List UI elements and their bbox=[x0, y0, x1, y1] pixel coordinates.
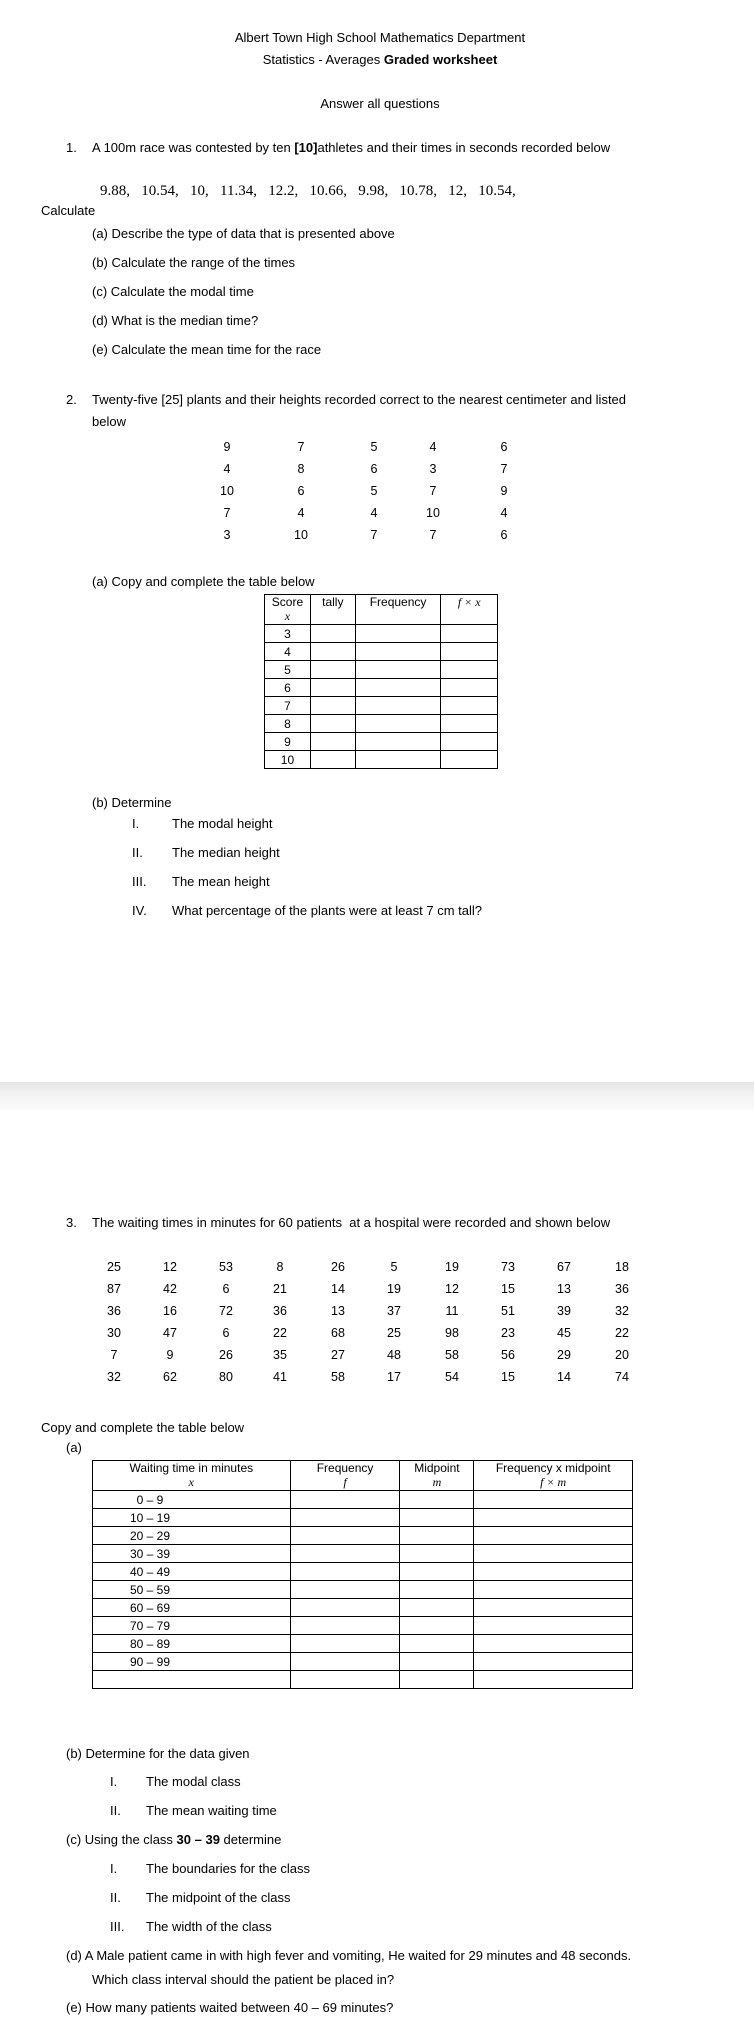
q2-fx-cell bbox=[441, 715, 498, 733]
q2-height-value: 4 bbox=[429, 440, 437, 454]
q2-tally-cell bbox=[310, 751, 355, 769]
q3-header-fm bbox=[474, 1461, 633, 1491]
q3-waiting-value: 25 bbox=[107, 1260, 121, 1274]
q3-frequency-cell bbox=[290, 1491, 400, 1509]
q3-midpoint-cell bbox=[400, 1599, 474, 1617]
q2-frequency-cell bbox=[355, 715, 441, 733]
q3-waiting-value: 42 bbox=[163, 1282, 177, 1296]
q3-waiting-value: 73 bbox=[501, 1260, 515, 1274]
q3-fm-cell bbox=[474, 1509, 633, 1527]
q3-waiting-value: 8 bbox=[276, 1260, 284, 1274]
q3-frequency-cell bbox=[290, 1671, 400, 1689]
q3-waiting-value: 30 bbox=[107, 1326, 121, 1340]
q2-fx-cell bbox=[441, 661, 498, 679]
q2-tally-cell bbox=[310, 733, 355, 751]
q3-waiting-value: 22 bbox=[273, 1326, 287, 1340]
q3-waiting-value: 13 bbox=[557, 1282, 571, 1296]
q2-height-value: 10 bbox=[220, 484, 234, 498]
q3-c-text: The boundaries for the class bbox=[146, 1861, 311, 1876]
q3-header-frequency-label: Frequency bbox=[316, 1461, 374, 1475]
q2-frequency-cell bbox=[355, 733, 441, 751]
q3-waiting-value: 80 bbox=[219, 1370, 233, 1384]
q3-part-e: (e) How many patients waited between 40 – 69 minutes? bbox=[66, 2000, 394, 2015]
q2-score-cell: 5 bbox=[265, 661, 311, 679]
q3-b-text: The mean waiting time bbox=[146, 1803, 277, 1818]
q3-waiting-value: 27 bbox=[331, 1348, 345, 1362]
q3-fm-cell bbox=[474, 1635, 633, 1653]
q3-waiting-value: 12 bbox=[445, 1282, 459, 1296]
q3-midpoint-cell bbox=[400, 1653, 474, 1671]
q3-part-c-class: 30 – 39 bbox=[176, 1832, 220, 1847]
q3-part-c bbox=[66, 1832, 281, 1847]
q2-height-value: 7 bbox=[429, 484, 437, 498]
table-row bbox=[265, 751, 498, 769]
q2-score-cell: 4 bbox=[265, 643, 311, 661]
q3-frequency-cell bbox=[290, 1563, 400, 1581]
q3-midpoint-cell bbox=[400, 1491, 474, 1509]
q3-part-c-end: determine bbox=[219, 1832, 282, 1847]
table-row bbox=[265, 661, 498, 679]
q3-waiting-value: 16 bbox=[163, 1304, 177, 1318]
q3-waiting-value: 22 bbox=[615, 1326, 629, 1340]
q3-fm-cell bbox=[474, 1599, 633, 1617]
q1-intro bbox=[92, 140, 610, 155]
q2-score-cell: 7 bbox=[265, 697, 311, 715]
q2-height-value: 9 bbox=[223, 440, 231, 454]
q3-class-label: 10 – 19 bbox=[129, 1510, 171, 1525]
q2-part-b: (b) Determine bbox=[92, 795, 172, 810]
q3-class-cell bbox=[93, 1509, 291, 1527]
q3-b-numeral: II. bbox=[110, 1803, 121, 1818]
table-row bbox=[265, 733, 498, 751]
q3-class-cell bbox=[93, 1563, 291, 1581]
q2-frequency-cell bbox=[355, 697, 441, 715]
q3-class-label: 70 – 79 bbox=[129, 1618, 171, 1633]
q3-waiting-value: 5 bbox=[390, 1260, 398, 1274]
q3-class-cell bbox=[93, 1599, 291, 1617]
q3-waiting-value: 35 bbox=[273, 1348, 287, 1362]
q3-waiting-value: 11 bbox=[445, 1304, 459, 1318]
q2-height-value: 4 bbox=[370, 506, 378, 520]
q2-intro-line2: below bbox=[92, 414, 126, 429]
q3-class-cell bbox=[93, 1527, 291, 1545]
q3-fm-cell bbox=[474, 1545, 633, 1563]
q3-header-waiting bbox=[93, 1461, 291, 1491]
q3-fm-cell bbox=[474, 1491, 633, 1509]
q3-fm-cell bbox=[474, 1617, 633, 1635]
q3-waiting-value: 37 bbox=[387, 1304, 401, 1318]
q3-waiting-value: 32 bbox=[107, 1370, 121, 1384]
q3-header-frequency-symbol: f bbox=[343, 1475, 347, 1489]
q3-b-numeral: I. bbox=[110, 1774, 118, 1789]
q3-class-label: 80 – 89 bbox=[129, 1636, 171, 1651]
page-separator bbox=[0, 1082, 754, 1110]
q2-height-value: 5 bbox=[370, 484, 378, 498]
table-row bbox=[265, 643, 498, 661]
table-row bbox=[93, 1617, 633, 1635]
q3-header-midpoint-label: Midpoint bbox=[414, 1461, 460, 1475]
q2-frequency-cell bbox=[355, 751, 441, 769]
q2-header-score-label: Score bbox=[271, 595, 304, 609]
q3-header-midpoint bbox=[400, 1461, 474, 1491]
q3-waiting-value: 98 bbox=[445, 1326, 459, 1340]
q2-score-cell: 3 bbox=[265, 625, 311, 643]
q3-frequency-cell bbox=[290, 1581, 400, 1599]
q3-waiting-value: 58 bbox=[331, 1370, 345, 1384]
q2-height-value: 3 bbox=[223, 528, 231, 542]
table-row bbox=[93, 1653, 633, 1671]
q2-subitem-numeral: IV. bbox=[132, 903, 147, 918]
q2-fx-cell bbox=[441, 751, 498, 769]
q1-part-a: (a) Describe the type of data that is presented above bbox=[92, 226, 395, 241]
q3-waiting-value: 51 bbox=[501, 1304, 515, 1318]
q3-waiting-value: 56 bbox=[501, 1348, 515, 1362]
q2-fx-cell bbox=[441, 625, 498, 643]
q2-fx-cell bbox=[441, 733, 498, 751]
q2-score-cell: 9 bbox=[265, 733, 311, 751]
worksheet-page-2 bbox=[0, 1110, 754, 2034]
q3-waiting-value: 6 bbox=[222, 1282, 230, 1296]
q3-waiting-value: 87 bbox=[107, 1282, 121, 1296]
q2-tally-cell bbox=[310, 625, 355, 643]
q3-class-cell bbox=[93, 1581, 291, 1599]
q3-part-c-plain: (c) Using the class bbox=[66, 1832, 177, 1847]
q2-subitem-text: The mean height bbox=[172, 874, 270, 889]
q1-part-e: (e) Calculate the mean time for the race bbox=[92, 342, 322, 357]
q2-height-value: 7 bbox=[370, 528, 378, 542]
q3-part-d-line2: Which class interval should the patient be placed in? bbox=[92, 1972, 395, 1987]
q3-frequency-cell bbox=[290, 1509, 400, 1527]
q2-score-cell: 8 bbox=[265, 715, 311, 733]
q3-class-cell bbox=[93, 1617, 291, 1635]
q1-part-d: (d) What is the median time? bbox=[92, 313, 259, 328]
q2-height-value: 6 bbox=[297, 484, 305, 498]
q2-height-value: 7 bbox=[500, 462, 508, 476]
q3-table-header-row bbox=[93, 1461, 633, 1491]
q3-midpoint-cell bbox=[400, 1527, 474, 1545]
q3-waiting-value: 36 bbox=[615, 1282, 629, 1296]
subtitle-bold: Graded worksheet bbox=[383, 52, 498, 67]
q3-header-fm-label: Frequency x midpoint bbox=[495, 1461, 611, 1475]
q3-frequency-table bbox=[92, 1460, 633, 1689]
q3-waiting-value: 14 bbox=[557, 1370, 571, 1384]
q3-waiting-value: 12 bbox=[163, 1260, 177, 1274]
worksheet-subtitle bbox=[0, 52, 754, 67]
q3-class-label: 90 – 99 bbox=[129, 1654, 171, 1669]
q2-height-value: 4 bbox=[500, 506, 508, 520]
q2-height-value: 7 bbox=[223, 506, 231, 520]
q1-intro-c: athletes and their times in seconds recorded below bbox=[317, 140, 611, 155]
q3-class-label: 60 – 69 bbox=[129, 1600, 171, 1615]
q3-waiting-value: 62 bbox=[163, 1370, 177, 1384]
q2-fx-cell bbox=[441, 679, 498, 697]
table-row bbox=[93, 1563, 633, 1581]
q3-c-text: The midpoint of the class bbox=[146, 1890, 291, 1905]
q2-frequency-cell bbox=[355, 661, 441, 679]
q3-waiting-value: 36 bbox=[107, 1304, 121, 1318]
q2-header-score bbox=[265, 595, 311, 625]
q3-midpoint-cell bbox=[400, 1617, 474, 1635]
q3-waiting-value: 58 bbox=[445, 1348, 459, 1362]
q3-waiting-value: 54 bbox=[445, 1370, 459, 1384]
q3-part-a-label: (a) bbox=[66, 1440, 82, 1455]
table-row bbox=[93, 1527, 633, 1545]
q3-header-waiting-label: Waiting time in minutes bbox=[129, 1461, 254, 1475]
q3-waiting-value: 41 bbox=[273, 1370, 287, 1384]
q2-tally-cell bbox=[310, 715, 355, 733]
q3-fm-cell bbox=[474, 1527, 633, 1545]
q3-class-label: 0 – 9 bbox=[136, 1492, 164, 1507]
q1-number: 1. bbox=[66, 140, 77, 155]
q2-subitem-text: The median height bbox=[172, 845, 280, 860]
q2-part-a: (a) Copy and complete the table below bbox=[92, 574, 315, 589]
school-title: Albert Town High School Mathematics Department bbox=[234, 30, 526, 45]
q3-b-text: The modal class bbox=[146, 1774, 241, 1789]
q2-frequency-table bbox=[264, 594, 498, 769]
q1-calculate: Calculate bbox=[41, 203, 96, 218]
q3-waiting-value: 68 bbox=[331, 1326, 345, 1340]
q3-fm-cell bbox=[474, 1563, 633, 1581]
q3-waiting-value: 14 bbox=[331, 1282, 345, 1296]
q3-waiting-value: 19 bbox=[445, 1260, 459, 1274]
q2-tally-cell bbox=[310, 643, 355, 661]
q1-part-b: (b) Calculate the range of the times bbox=[92, 255, 296, 270]
q3-frequency-cell bbox=[290, 1653, 400, 1671]
q1-times: 9.88, 10.54, 10, 11.34, 12.2, 10.66, 9.98, 10.78, 12, 10.54, bbox=[100, 183, 516, 199]
q2-height-value: 6 bbox=[500, 528, 508, 542]
q3-waiting-value: 36 bbox=[273, 1304, 287, 1318]
q2-tally-cell bbox=[310, 661, 355, 679]
table-row bbox=[93, 1491, 633, 1509]
q2-height-value: 3 bbox=[429, 462, 437, 476]
q3-waiting-value: 18 bbox=[615, 1260, 629, 1274]
q3-waiting-value: 39 bbox=[557, 1304, 571, 1318]
table-row bbox=[265, 679, 498, 697]
q2-height-value: 10 bbox=[294, 528, 308, 542]
q3-waiting-value: 17 bbox=[387, 1370, 401, 1384]
q3-waiting-value: 19 bbox=[387, 1282, 401, 1296]
q3-waiting-value: 32 bbox=[615, 1304, 629, 1318]
q3-class-cell bbox=[93, 1545, 291, 1563]
q3-waiting-value: 72 bbox=[219, 1304, 233, 1318]
table-row bbox=[93, 1581, 633, 1599]
q3-class-cell bbox=[93, 1671, 291, 1689]
q2-frequency-cell bbox=[355, 679, 441, 697]
q2-height-value: 9 bbox=[500, 484, 508, 498]
q3-class-label: 50 – 59 bbox=[129, 1582, 171, 1597]
q3-class-cell bbox=[93, 1653, 291, 1671]
q3-header-midpoint-symbol: m bbox=[432, 1475, 442, 1489]
q3-fm-cell bbox=[474, 1671, 633, 1689]
q3-frequency-cell bbox=[290, 1599, 400, 1617]
q2-height-value: 5 bbox=[370, 440, 378, 454]
q3-c-numeral: III. bbox=[110, 1919, 125, 1934]
q3-intro: The waiting times in minutes for 60 patients at a hospital were recorded and shown below bbox=[92, 1215, 611, 1230]
q2-score-cell: 10 bbox=[265, 751, 311, 769]
q3-waiting-value: 21 bbox=[273, 1282, 287, 1296]
q3-midpoint-cell bbox=[400, 1581, 474, 1599]
q1-intro-a: A 100m race was contested by ten bbox=[92, 140, 295, 155]
q3-waiting-value: 48 bbox=[387, 1348, 401, 1362]
q3-class-label: 40 – 49 bbox=[129, 1564, 171, 1579]
q2-height-value: 10 bbox=[426, 506, 440, 520]
q1-part-c: (c) Calculate the modal time bbox=[92, 284, 254, 299]
q3-header-waiting-symbol: x bbox=[188, 1475, 194, 1489]
table-row bbox=[265, 625, 498, 643]
q2-fx-cell bbox=[441, 697, 498, 715]
q3-copy-table: Copy and complete the table below bbox=[41, 1420, 245, 1435]
q3-midpoint-cell bbox=[400, 1671, 474, 1689]
q2-subitem-text: What percentage of the plants were at least 7 cm tall? bbox=[172, 903, 483, 918]
q2-subitem-text: The modal height bbox=[172, 816, 273, 831]
q3-waiting-value: 15 bbox=[501, 1282, 515, 1296]
q2-height-value: 4 bbox=[297, 506, 305, 520]
q3-frequency-cell bbox=[290, 1545, 400, 1563]
q3-class-label: 30 – 39 bbox=[129, 1546, 171, 1561]
q3-header-fm-symbol: f × m bbox=[540, 1475, 567, 1489]
q3-frequency-cell bbox=[290, 1527, 400, 1545]
q3-c-text: The width of the class bbox=[146, 1919, 272, 1934]
q3-waiting-value: 26 bbox=[331, 1260, 345, 1274]
q3-class-cell bbox=[93, 1491, 291, 1509]
table-row bbox=[93, 1545, 633, 1563]
q2-height-value: 6 bbox=[500, 440, 508, 454]
q2-tally-cell bbox=[310, 679, 355, 697]
q2-subitem-numeral: I. bbox=[132, 816, 140, 831]
q2-frequency-cell bbox=[355, 643, 441, 661]
q3-waiting-value: 74 bbox=[615, 1370, 629, 1384]
q3-fm-cell bbox=[474, 1581, 633, 1599]
q3-waiting-value: 9 bbox=[166, 1348, 174, 1362]
q2-height-value: 7 bbox=[429, 528, 437, 542]
q2-subitem-numeral: III. bbox=[132, 874, 147, 889]
q3-waiting-value: 23 bbox=[501, 1326, 515, 1340]
q3-part-d-line1: (d) A Male patient came in with high fever and vomiting, He waited for 29 minutes and 48 seconds. bbox=[66, 1948, 632, 1963]
q3-waiting-value: 25 bbox=[387, 1326, 401, 1340]
q2-height-value: 6 bbox=[370, 462, 378, 476]
q3-waiting-value: 6 bbox=[222, 1326, 230, 1340]
q3-waiting-value: 20 bbox=[615, 1348, 629, 1362]
q2-header-score-symbol: x bbox=[284, 609, 291, 623]
q3-waiting-value: 26 bbox=[219, 1348, 233, 1362]
q3-midpoint-cell bbox=[400, 1563, 474, 1581]
q2-frequency-cell bbox=[355, 625, 441, 643]
q3-c-numeral: II. bbox=[110, 1890, 121, 1905]
q2-height-value: 8 bbox=[297, 462, 305, 476]
table-row bbox=[93, 1599, 633, 1617]
q2-fx-cell bbox=[441, 643, 498, 661]
q2-tally-cell bbox=[310, 697, 355, 715]
q3-waiting-value: 29 bbox=[557, 1348, 571, 1362]
q2-table-header-row bbox=[265, 595, 498, 625]
table-row bbox=[265, 697, 498, 715]
q2-header-tally: tally bbox=[310, 595, 355, 625]
q2-header-fx: f × x bbox=[441, 595, 498, 625]
table-row bbox=[265, 715, 498, 733]
table-row bbox=[93, 1635, 633, 1653]
table-row bbox=[93, 1509, 633, 1527]
table-row bbox=[93, 1671, 633, 1689]
q3-waiting-value: 13 bbox=[331, 1304, 345, 1318]
q3-c-numeral: I. bbox=[110, 1861, 118, 1876]
q2-header-frequency: Frequency bbox=[355, 595, 441, 625]
q2-score-cell: 6 bbox=[265, 679, 311, 697]
q3-frequency-cell bbox=[290, 1617, 400, 1635]
q3-midpoint-cell bbox=[400, 1545, 474, 1563]
q3-header-frequency bbox=[290, 1461, 400, 1491]
q3-waiting-value: 67 bbox=[557, 1260, 571, 1274]
q2-number: 2. bbox=[66, 392, 77, 407]
q3-part-b: (b) Determine for the data given bbox=[66, 1746, 250, 1761]
subtitle-plain: Statistics - Averages bbox=[262, 52, 384, 67]
q3-waiting-value: 45 bbox=[557, 1326, 571, 1340]
q2-height-value: 7 bbox=[297, 440, 305, 454]
q3-fm-cell bbox=[474, 1653, 633, 1671]
q3-waiting-value: 47 bbox=[163, 1326, 177, 1340]
q3-frequency-cell bbox=[290, 1635, 400, 1653]
q2-intro-line1: Twenty-five [25] plants and their heights recorded correct to the nearest centimeter and listed bbox=[92, 392, 627, 407]
q3-midpoint-cell bbox=[400, 1509, 474, 1527]
q3-class-cell bbox=[93, 1635, 291, 1653]
q3-waiting-value: 15 bbox=[501, 1370, 515, 1384]
q3-midpoint-cell bbox=[400, 1635, 474, 1653]
q2-height-value: 4 bbox=[223, 462, 231, 476]
q1-intro-b: [10] bbox=[294, 140, 318, 155]
instruction: Answer all questions bbox=[320, 96, 440, 111]
q3-waiting-value: 7 bbox=[110, 1348, 118, 1362]
q3-class-label: 20 – 29 bbox=[129, 1528, 171, 1543]
q3-number: 3. bbox=[66, 1215, 77, 1230]
q2-subitem-numeral: II. bbox=[132, 845, 143, 860]
q3-waiting-value: 53 bbox=[219, 1260, 233, 1274]
